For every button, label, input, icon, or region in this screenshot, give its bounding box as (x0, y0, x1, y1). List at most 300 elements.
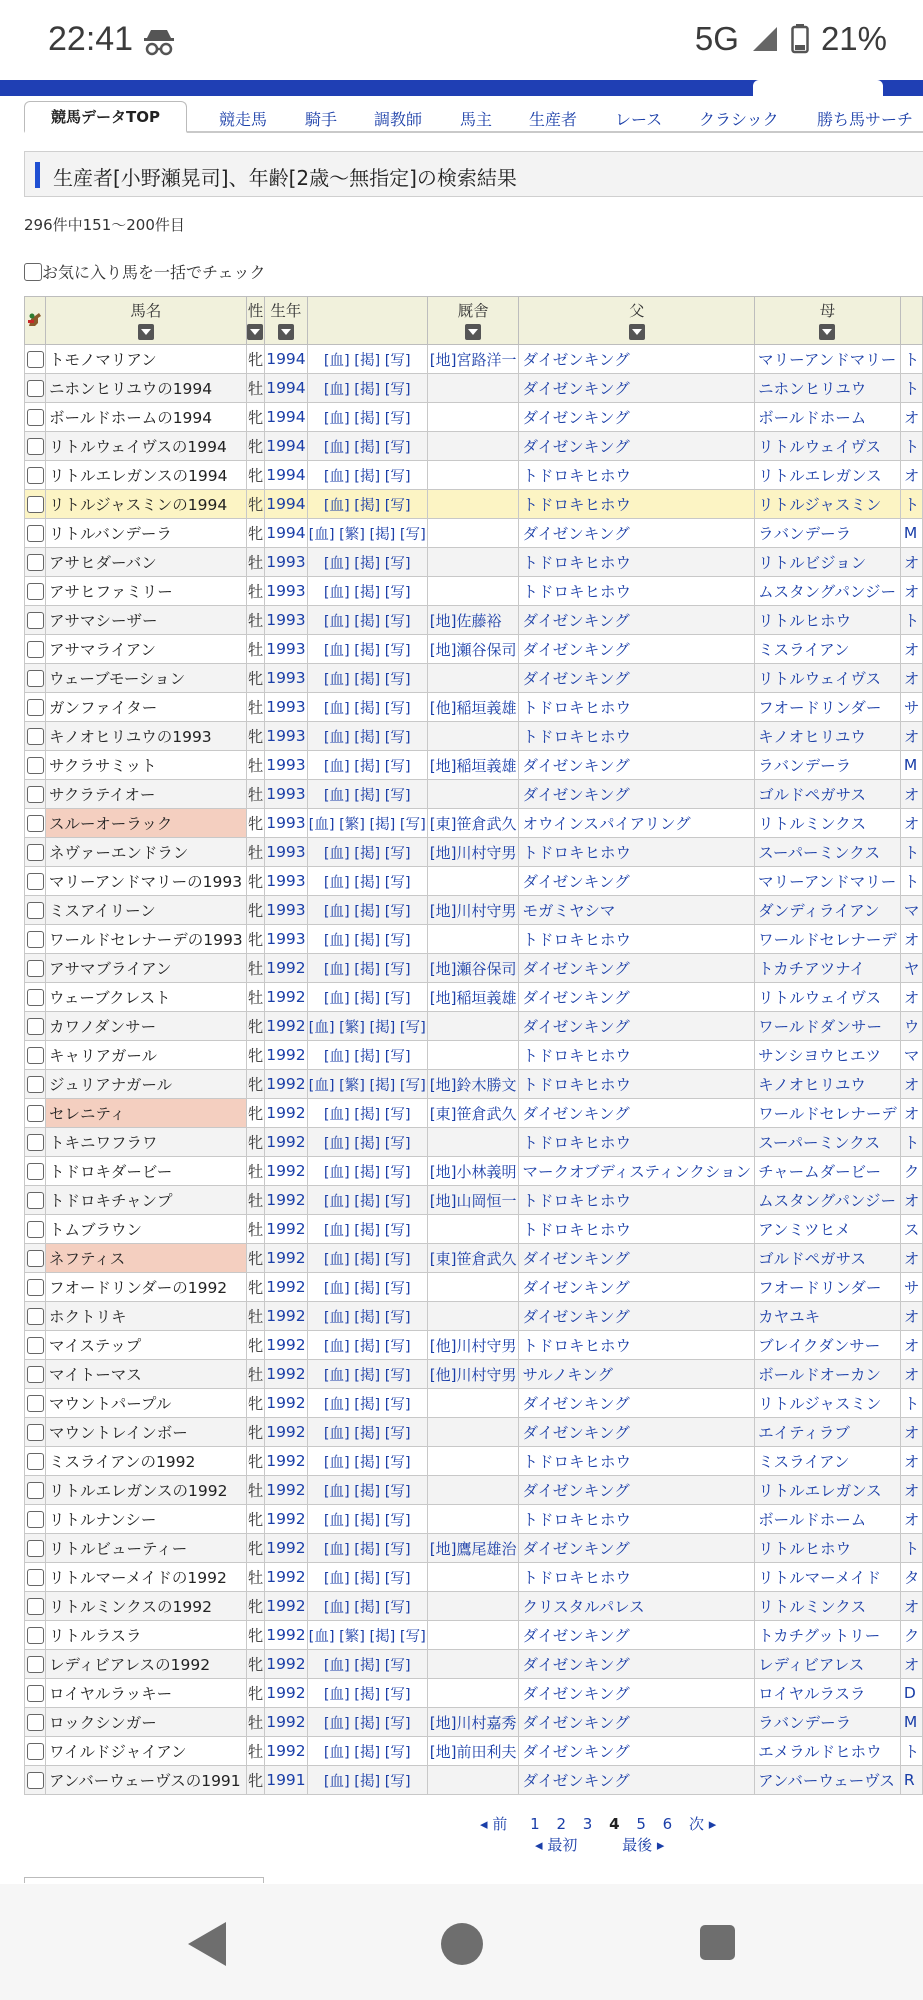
horse-dam-link[interactable]: トカチアツナイ (755, 954, 901, 983)
favorite-checkbox[interactable] (27, 1308, 44, 1325)
horse-stable[interactable]: [地]稲垣義雄 (427, 983, 519, 1012)
next-page-link[interactable]: 次 ▸ (688, 1815, 717, 1833)
favorite-checkbox[interactable] (27, 467, 44, 484)
horse-name-link[interactable]: トモノマリアン (46, 345, 247, 374)
horse-name-link[interactable]: キノオヒリユウの1993 (46, 722, 247, 751)
horse-links[interactable]: [血] [掲] [写] (307, 432, 427, 461)
horse-sire-link[interactable]: ダイゼンキング (519, 867, 755, 896)
horse-links[interactable]: [血] [掲] [写] (307, 490, 427, 519)
favorite-checkbox[interactable] (27, 815, 44, 832)
favorite-checkbox[interactable] (27, 1221, 44, 1238)
horse-stable[interactable] (427, 1650, 519, 1679)
row-checkbox[interactable] (25, 606, 46, 635)
horse-dam-link[interactable]: トカチグットリー (755, 1621, 901, 1650)
horse-dam-link[interactable]: ラバンデーラ (755, 519, 901, 548)
horse-links[interactable]: [血] [掲] [写] (307, 1534, 427, 1563)
horse-name-link[interactable]: ロックシンガー (46, 1708, 247, 1737)
horse-name-link[interactable]: トドロキチャンプ (46, 1186, 247, 1215)
horse-dam-link[interactable]: リトルエレガンス (755, 1476, 901, 1505)
horse-sire-link[interactable]: トドロキヒホウ (519, 925, 755, 954)
horse-links[interactable]: [血] [掲] [写] (307, 664, 427, 693)
tab-breeder[interactable]: 生産者 (529, 110, 578, 129)
horse-name-link[interactable]: リトルジャスミンの1994 (46, 490, 247, 519)
row-checkbox[interactable] (25, 1186, 46, 1215)
row-checkbox[interactable] (25, 780, 46, 809)
horse-dam-link[interactable]: キノオヒリユウ (755, 722, 901, 751)
favorite-checkbox[interactable] (27, 438, 44, 455)
horse-dam-link[interactable]: ロイヤルラスラ (755, 1679, 901, 1708)
horse-sire-link[interactable]: トドロキヒホウ (519, 1128, 755, 1157)
favorite-checkbox[interactable] (27, 1366, 44, 1383)
horse-name-link[interactable]: トキニワフラワ (46, 1128, 247, 1157)
favorite-checkbox[interactable] (27, 1685, 44, 1702)
horse-sire-link[interactable]: ダイゼンキング (519, 1418, 755, 1447)
horse-links[interactable]: [血] [掲] [写] (307, 1331, 427, 1360)
row-checkbox[interactable] (25, 1708, 46, 1737)
horse-name-link[interactable]: リトルウェイヴスの1994 (46, 432, 247, 461)
favorite-checkbox[interactable] (27, 1656, 44, 1673)
horse-links[interactable]: [血] [掲] [写] (307, 461, 427, 490)
favorite-checkbox[interactable] (27, 1743, 44, 1760)
horse-name-link[interactable]: マイトーマス (46, 1360, 247, 1389)
horse-stable[interactable] (427, 577, 519, 606)
horse-sire-link[interactable]: トドロキヒホウ (519, 838, 755, 867)
horse-sire-link[interactable]: ダイゼンキング (519, 1737, 755, 1766)
horse-sire-link[interactable]: ダイゼンキング (519, 432, 755, 461)
row-checkbox[interactable] (25, 1563, 46, 1592)
horse-name-link[interactable]: カワノダンサー (46, 1012, 247, 1041)
horse-stable[interactable] (427, 722, 519, 751)
horse-dam-link[interactable]: リトルミンクス (755, 1592, 901, 1621)
horse-name-link[interactable]: リトルエレガンスの1992 (46, 1476, 247, 1505)
horse-sire-link[interactable]: ダイゼンキング (519, 1012, 755, 1041)
horse-links[interactable]: [血] [掲] [写] (307, 374, 427, 403)
horse-dam-link[interactable]: スーパーミンクス (755, 838, 901, 867)
horse-sire-link[interactable]: ダイゼンキング (519, 1708, 755, 1737)
favorite-checkbox[interactable] (27, 989, 44, 1006)
row-checkbox[interactable] (25, 1099, 46, 1128)
sort-dam-icon[interactable] (819, 324, 835, 340)
favorite-checkbox[interactable] (27, 351, 44, 368)
horse-name-link[interactable]: ネヴァーエンドラン (46, 838, 247, 867)
favorite-checkbox[interactable] (27, 583, 44, 600)
horse-dam-link[interactable]: アンミツヒメ (755, 1215, 901, 1244)
horse-sire-link[interactable]: トドロキヒホウ (519, 1186, 755, 1215)
horse-stable[interactable] (427, 1012, 519, 1041)
col-stable[interactable]: 厩舎 (427, 297, 519, 345)
horse-dam-link[interactable]: リトルビジョン (755, 548, 901, 577)
horse-links[interactable]: [血] [掲] [写] (307, 1099, 427, 1128)
horse-sire-link[interactable]: ダイゼンキング (519, 1476, 755, 1505)
horse-sire-link[interactable]: ダイゼンキング (519, 1766, 755, 1795)
horse-name-link[interactable]: ミスライアンの1992 (46, 1447, 247, 1476)
horse-stable[interactable] (427, 1418, 519, 1447)
horse-name-link[interactable]: リトルミンクスの1992 (46, 1592, 247, 1621)
horse-stable[interactable]: [東]笹倉武久 (427, 1244, 519, 1273)
horse-name-link[interactable]: アサマシーザー (46, 606, 247, 635)
horse-links[interactable]: [血] [掲] [写] (307, 896, 427, 925)
favorite-checkbox[interactable] (27, 1569, 44, 1586)
horse-stable[interactable]: [地]佐藤裕 (427, 606, 519, 635)
row-checkbox[interactable] (25, 1418, 46, 1447)
horse-stable[interactable] (427, 780, 519, 809)
col-sex[interactable]: 性 (246, 297, 265, 345)
horse-dam-link[interactable]: リトルジャスミン (755, 490, 901, 519)
horse-dam-link[interactable]: ワールドダンサー (755, 1012, 901, 1041)
horse-name-link[interactable]: リトルラスラ (46, 1621, 247, 1650)
horse-dam-link[interactable]: マリーアンドマリー (755, 867, 901, 896)
horse-name-link[interactable]: サクラテイオー (46, 780, 247, 809)
favorite-checkbox[interactable] (27, 1627, 44, 1644)
horse-sire-link[interactable]: トドロキヒホウ (519, 693, 755, 722)
tab-racehorse[interactable]: 競走馬 (219, 110, 268, 129)
horse-dam-link[interactable]: ミスライアン (755, 1447, 901, 1476)
favorite-checkbox[interactable] (27, 728, 44, 745)
favorite-checkbox[interactable] (27, 1424, 44, 1441)
horse-dam-link[interactable]: マリーアンドマリー (755, 345, 901, 374)
horse-sire-link[interactable]: オウインスパイアリング (519, 809, 755, 838)
horse-stable[interactable]: [地]川村嘉秀 (427, 1708, 519, 1737)
horse-dam-link[interactable]: フオードリンダー (755, 1273, 901, 1302)
horse-stable[interactable]: [地]小林義明 (427, 1157, 519, 1186)
horse-dam-link[interactable]: カヤユキ (755, 1302, 901, 1331)
favorite-checkbox[interactable] (27, 554, 44, 571)
horse-dam-link[interactable]: ミスライアン (755, 635, 901, 664)
horse-dam-link[interactable]: ブレイクダンサー (755, 1331, 901, 1360)
horse-links[interactable]: [血] [掲] [写] (307, 1186, 427, 1215)
horse-name-link[interactable]: トムブラウン (46, 1215, 247, 1244)
horse-stable[interactable] (427, 1128, 519, 1157)
row-checkbox[interactable] (25, 374, 46, 403)
first-page-link[interactable]: ◂ 最初 (535, 1836, 578, 1854)
favorite-checkbox[interactable] (27, 1772, 44, 1789)
horse-sire-link[interactable]: トドロキヒホウ (519, 548, 755, 577)
horse-name-link[interactable]: リトルバンデーラ (46, 519, 247, 548)
back-icon[interactable] (188, 1922, 226, 1966)
horse-name-link[interactable]: キャリアガール (46, 1041, 247, 1070)
row-checkbox[interactable] (25, 1766, 46, 1795)
horse-links[interactable]: [血] [掲] [写] (307, 635, 427, 664)
horse-name-link[interactable]: ボールドホームの1994 (46, 403, 247, 432)
horse-sire-link[interactable]: トドロキヒホウ (519, 1070, 755, 1099)
horse-dam-link[interactable]: ムスタングパンジー (755, 1186, 901, 1215)
recents-icon[interactable] (700, 1925, 735, 1960)
row-checkbox[interactable] (25, 1244, 46, 1273)
row-checkbox[interactable] (25, 809, 46, 838)
horse-links[interactable]: [血] [掲] [写] (307, 1679, 427, 1708)
favorite-checkbox[interactable] (27, 960, 44, 977)
tab-owner[interactable]: 馬主 (460, 110, 493, 129)
horse-dam-link[interactable]: キノオヒリユウ (755, 1070, 901, 1099)
horse-stable[interactable] (427, 1476, 519, 1505)
horse-dam-link[interactable]: ラバンデーラ (755, 1708, 901, 1737)
row-checkbox[interactable] (25, 432, 46, 461)
horse-links[interactable]: [血] [掲] [写] (307, 1447, 427, 1476)
horse-dam-link[interactable]: サンシヨウヒエツ (755, 1041, 901, 1070)
favorite-checkbox[interactable] (27, 1714, 44, 1731)
horse-sire-link[interactable]: ダイゼンキング (519, 954, 755, 983)
row-checkbox[interactable] (25, 1679, 46, 1708)
favorite-checkbox[interactable] (27, 1540, 44, 1557)
horse-sire-link[interactable]: ダイゼンキング (519, 374, 755, 403)
favorite-checkbox[interactable] (27, 1192, 44, 1209)
horse-links[interactable]: [血] [掲] [写] (307, 1041, 427, 1070)
favorite-checkbox[interactable] (27, 1163, 44, 1180)
sort-sex-icon[interactable] (247, 324, 263, 340)
horse-stable[interactable] (427, 1041, 519, 1070)
horse-name-link[interactable]: フオードリンダーの1992 (46, 1273, 247, 1302)
horse-stable[interactable] (427, 1679, 519, 1708)
horse-stable[interactable] (427, 548, 519, 577)
horse-links[interactable]: [血] [掲] [写] (307, 548, 427, 577)
horse-stable[interactable]: [地]鷹尾雄治 (427, 1534, 519, 1563)
row-checkbox[interactable] (25, 1737, 46, 1766)
horse-dam-link[interactable]: ボールドオーカン (755, 1360, 901, 1389)
last-page-link[interactable]: 最後 ▸ (622, 1836, 665, 1854)
horse-sire-link[interactable]: トドロキヒホウ (519, 1331, 755, 1360)
horse-name-link[interactable]: アサマブライアン (46, 954, 247, 983)
horse-name-link[interactable]: スルーオーラック (46, 809, 247, 838)
horse-dam-link[interactable]: リトルジャスミン (755, 1389, 901, 1418)
horse-dam-link[interactable]: ワールドセレナーデ (755, 1099, 901, 1128)
horse-links[interactable]: [血] [掲] [写] (307, 925, 427, 954)
horse-dam-link[interactable]: アンバーウェーヴス (755, 1766, 901, 1795)
horse-links[interactable]: [血] [掲] [写] (307, 1418, 427, 1447)
row-checkbox[interactable] (25, 490, 46, 519)
horse-sire-link[interactable]: ダイゼンキング (519, 1273, 755, 1302)
horse-name-link[interactable]: サクラサミット (46, 751, 247, 780)
favorite-checkbox[interactable] (27, 1279, 44, 1296)
horse-stable[interactable] (427, 1215, 519, 1244)
horse-links[interactable]: [血] [掲] [写] (307, 867, 427, 896)
horse-dam-link[interactable]: リトルヒホウ (755, 1534, 901, 1563)
horse-links[interactable]: [血] [掲] [写] (307, 1592, 427, 1621)
horse-stable[interactable]: [地]前田利夫 (427, 1737, 519, 1766)
horse-links[interactable]: [血] [掲] [写] (307, 1766, 427, 1795)
horse-dam-link[interactable]: フオードリンダー (755, 693, 901, 722)
horse-sire-link[interactable]: ダイゼンキング (519, 1389, 755, 1418)
fav-check-all-checkbox[interactable] (24, 263, 42, 281)
favorite-checkbox[interactable] (27, 873, 44, 890)
horse-links[interactable]: [血] [掲] [写] (307, 1157, 427, 1186)
row-checkbox[interactable] (25, 403, 46, 432)
horse-name-link[interactable]: ロイヤルラッキー (46, 1679, 247, 1708)
tab-race[interactable]: レース (615, 110, 663, 129)
horse-name-link[interactable]: ガンファイター (46, 693, 247, 722)
horse-sire-link[interactable]: ダイゼンキング (519, 606, 755, 635)
horse-sire-link[interactable]: ダイゼンキング (519, 1621, 755, 1650)
row-checkbox[interactable] (25, 1621, 46, 1650)
horse-sire-link[interactable]: ダイゼンキング (519, 1650, 755, 1679)
horse-links[interactable]: [血] [掲] [写] (307, 1360, 427, 1389)
horse-sire-link[interactable]: ダイゼンキング (519, 780, 755, 809)
horse-name-link[interactable]: ワイルドジャイアン (46, 1737, 247, 1766)
horse-sire-link[interactable]: モガミヤシマ (519, 896, 755, 925)
horse-name-link[interactable]: アサマライアン (46, 635, 247, 664)
favorite-checkbox[interactable] (27, 612, 44, 629)
row-checkbox[interactable] (25, 1273, 46, 1302)
horse-name-link[interactable]: ワールドセレナーデの1993 (46, 925, 247, 954)
horse-dam-link[interactable]: リトルウェイヴス (755, 432, 901, 461)
horse-stable[interactable] (427, 1389, 519, 1418)
horse-sire-link[interactable]: ダイゼンキング (519, 751, 755, 780)
horse-name-link[interactable]: アサヒファミリー (46, 577, 247, 606)
horse-stable[interactable] (427, 1563, 519, 1592)
horse-stable[interactable]: [地]川村守男 (427, 838, 519, 867)
horse-stable[interactable] (427, 1447, 519, 1476)
row-checkbox[interactable] (25, 635, 46, 664)
favorite-checkbox[interactable] (27, 1105, 44, 1122)
horse-dam-link[interactable]: レディビアレス (755, 1650, 901, 1679)
horse-links[interactable]: [血] [掲] [写] (307, 577, 427, 606)
horse-dam-link[interactable]: チャームダービー (755, 1157, 901, 1186)
horse-dam-link[interactable]: リトルミンクス (755, 809, 901, 838)
horse-links[interactable]: [血] [掲] [写] (307, 1244, 427, 1273)
horse-links[interactable]: [血] [掲] [写] (307, 345, 427, 374)
horse-dam-link[interactable]: エイティラブ (755, 1418, 901, 1447)
horse-dam-link[interactable]: ボールドホーム (755, 403, 901, 432)
horse-stable[interactable]: [東]笹倉武久 (427, 1099, 519, 1128)
horse-sire-link[interactable]: ダイゼンキング (519, 983, 755, 1012)
horse-sire-link[interactable]: トドロキヒホウ (519, 1041, 755, 1070)
horse-name-link[interactable]: リトルマーメイドの1992 (46, 1563, 247, 1592)
horse-stable[interactable]: [地]川村守男 (427, 896, 519, 925)
horse-stable[interactable]: [他]川村守男 (427, 1331, 519, 1360)
horse-links[interactable]: [血] [掲] [写] (307, 1215, 427, 1244)
horse-name-link[interactable]: ニホンヒリユウの1994 (46, 374, 247, 403)
prev-page-link[interactable]: ◂ 前 (480, 1815, 508, 1833)
row-checkbox[interactable] (25, 1447, 46, 1476)
horse-stable[interactable] (427, 432, 519, 461)
horse-stable[interactable]: [地]瀬谷保司 (427, 954, 519, 983)
row-checkbox[interactable] (25, 1302, 46, 1331)
horse-name-link[interactable]: ミスアイリーン (46, 896, 247, 925)
favorite-checkbox[interactable] (27, 931, 44, 948)
horse-dam-link[interactable]: ムスタングパンジー (755, 577, 901, 606)
horse-links[interactable]: [血] [掲] [写] (307, 1302, 427, 1331)
favorite-checkbox[interactable] (27, 496, 44, 513)
favorite-checkbox[interactable] (27, 1250, 44, 1267)
horse-dam-link[interactable]: ダンディライアン (755, 896, 901, 925)
sort-year-icon[interactable] (278, 324, 294, 340)
row-checkbox[interactable] (25, 345, 46, 374)
horse-stable[interactable]: [地]山岡恒一 (427, 1186, 519, 1215)
horse-links[interactable]: [血] [繁] [掲] [写] (307, 1621, 427, 1650)
horse-stable[interactable] (427, 461, 519, 490)
horse-links[interactable]: [血] [掲] [写] (307, 780, 427, 809)
horse-dam-link[interactable]: リトルエレガンス (755, 461, 901, 490)
row-checkbox[interactable] (25, 1041, 46, 1070)
horse-name-link[interactable]: アサヒダーバン (46, 548, 247, 577)
row-checkbox[interactable] (25, 896, 46, 925)
favorite-checkbox[interactable] (27, 641, 44, 658)
horse-dam-link[interactable]: リトルウェイヴス (755, 664, 901, 693)
horse-dam-link[interactable]: リトルウェイヴス (755, 983, 901, 1012)
horse-stable[interactable] (427, 490, 519, 519)
horse-stable[interactable] (427, 664, 519, 693)
horse-sire-link[interactable]: ダイゼンキング (519, 1099, 755, 1128)
horse-sire-link[interactable]: サルノキング (519, 1360, 755, 1389)
page-link-3[interactable]: 3 (582, 1815, 593, 1833)
horse-name-link[interactable]: リトルビューティー (46, 1534, 247, 1563)
horse-links[interactable]: [血] [掲] [写] (307, 606, 427, 635)
horse-dam-link[interactable]: リトルヒホウ (755, 606, 901, 635)
row-checkbox[interactable] (25, 461, 46, 490)
horse-sire-link[interactable]: ダイゼンキング (519, 1679, 755, 1708)
horse-links[interactable]: [血] [掲] [写] (307, 403, 427, 432)
tab-classic[interactable]: クラシック (699, 110, 779, 129)
horse-sire-link[interactable]: トドロキヒホウ (519, 577, 755, 606)
horse-stable[interactable] (427, 1302, 519, 1331)
row-checkbox[interactable] (25, 1331, 46, 1360)
horse-name-link[interactable]: アンバーウェーヴスの1991 (46, 1766, 247, 1795)
horse-dam-link[interactable]: ゴルドペガサス (755, 1244, 901, 1273)
horse-stable[interactable] (427, 1621, 519, 1650)
row-checkbox[interactable] (25, 1476, 46, 1505)
horse-stable[interactable]: [他]川村守男 (427, 1360, 519, 1389)
fav-check-all[interactable] (24, 260, 266, 283)
horse-dam-link[interactable]: リトルマーメイド (755, 1563, 901, 1592)
col-name[interactable]: 馬名 (46, 297, 247, 345)
horse-name-link[interactable]: リトルナンシー (46, 1505, 247, 1534)
row-checkbox[interactable] (25, 1128, 46, 1157)
horse-stable[interactable] (427, 519, 519, 548)
favorite-checkbox[interactable] (27, 902, 44, 919)
horse-name-link[interactable]: マイステップ (46, 1331, 247, 1360)
favorite-checkbox[interactable] (27, 1337, 44, 1354)
favorite-checkbox[interactable] (27, 380, 44, 397)
horse-dam-link[interactable]: ワールドセレナーデ (755, 925, 901, 954)
horse-stable[interactable]: [地]宮路洋一 (427, 345, 519, 374)
horse-stable[interactable] (427, 1766, 519, 1795)
home-icon[interactable] (441, 1923, 483, 1965)
horse-stable[interactable] (427, 1273, 519, 1302)
row-checkbox[interactable] (25, 983, 46, 1012)
horse-stable[interactable]: [他]稲垣義雄 (427, 693, 519, 722)
horse-links[interactable]: [血] [掲] [写] (307, 1389, 427, 1418)
horse-links[interactable]: [血] [掲] [写] (307, 722, 427, 751)
favorite-checkbox[interactable] (27, 786, 44, 803)
horse-stable[interactable] (427, 403, 519, 432)
horse-links[interactable]: [血] [掲] [写] (307, 1273, 427, 1302)
horse-sire-link[interactable]: マークオブディスティンクション (519, 1157, 755, 1186)
horse-stable[interactable] (427, 867, 519, 896)
favorite-checkbox[interactable] (27, 844, 44, 861)
sort-name-icon[interactable] (138, 324, 154, 340)
horse-sire-link[interactable]: ダイゼンキング (519, 403, 755, 432)
favorite-checkbox[interactable] (27, 1482, 44, 1499)
horse-name-link[interactable]: マウントパープル (46, 1389, 247, 1418)
favorite-checkbox[interactable] (27, 757, 44, 774)
horse-stable[interactable]: [地]瀬谷保司 (427, 635, 519, 664)
row-checkbox[interactable] (25, 1070, 46, 1099)
horse-name-link[interactable]: レディビアレスの1992 (46, 1650, 247, 1679)
sort-sire-icon[interactable] (629, 324, 645, 340)
horse-name-link[interactable]: セレニティ (46, 1099, 247, 1128)
horse-sire-link[interactable]: ダイゼンキング (519, 1244, 755, 1273)
horse-sire-link[interactable]: トドロキヒホウ (519, 722, 755, 751)
row-checkbox[interactable] (25, 548, 46, 577)
tab-data-top[interactable]: 競馬データTOP (24, 101, 187, 133)
horse-name-link[interactable]: ウェーブモーション (46, 664, 247, 693)
row-checkbox[interactable] (25, 1534, 46, 1563)
page-link-1[interactable]: 1 (530, 1815, 540, 1833)
horse-links[interactable]: [血] [掲] [写] (307, 983, 427, 1012)
horse-stable[interactable] (427, 1592, 519, 1621)
sort-stable-icon[interactable] (465, 324, 481, 340)
horse-links[interactable]: [血] [掲] [写] (307, 1650, 427, 1679)
horse-links[interactable]: [血] [掲] [写] (307, 693, 427, 722)
